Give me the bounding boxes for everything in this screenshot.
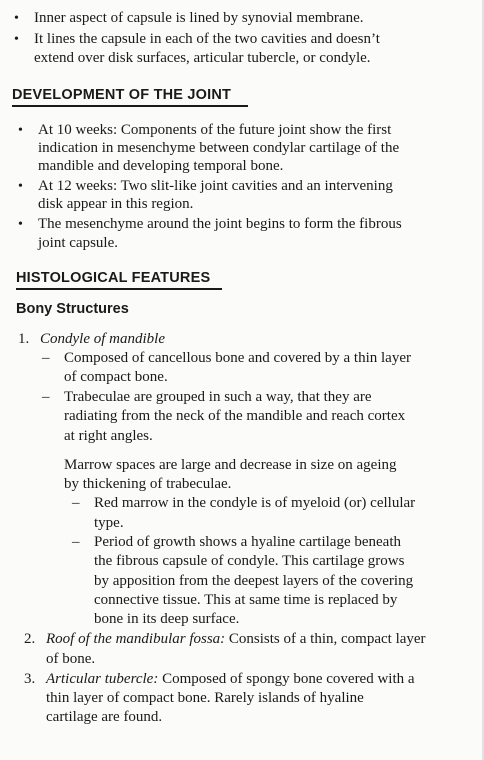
text-line: by apposition from the deepest layers of the covering xyxy=(94,573,414,589)
text-line: Trabeculae are grouped in such a way, that they are xyxy=(64,389,372,405)
dash-marker: – xyxy=(42,389,50,405)
text-line: extend over disk surfaces, articular tubercle, or condyle. xyxy=(34,50,371,66)
text-line: At 10 weeks: Components of the future joint show the first xyxy=(38,122,392,138)
text-line: thin layer of compact bone. Rarely islands of hyaline xyxy=(46,690,364,706)
dash-marker: – xyxy=(42,350,50,366)
text-line: of bone. xyxy=(46,651,96,667)
text-line: cartilage are found. xyxy=(46,709,163,725)
text-line: Marrow spaces are large and decrease in size on ageing xyxy=(64,457,397,473)
text-fragment: Composed of spongy bone covered with a xyxy=(158,671,415,687)
dash-marker: – xyxy=(72,534,80,550)
bullet-marker: • xyxy=(14,11,19,26)
text-line xyxy=(46,670,415,689)
bullet-marker: • xyxy=(18,123,23,138)
text-line: the fibrous capsule of condyle. This cartilage grows xyxy=(94,553,405,569)
section-heading-histological: HISTOLOGICAL FEATURES xyxy=(16,270,211,286)
bullet-marker: • xyxy=(14,32,19,47)
text-line: connective tissue. This at same time is replaced by xyxy=(94,592,398,608)
text-line: type. xyxy=(94,515,124,531)
subheading-bony-structures: Bony Structures xyxy=(16,301,129,317)
text-line: of compact bone. xyxy=(64,369,168,385)
text-line: Period of growth shows a hyaline cartilage beneath xyxy=(94,534,401,550)
heading-underline xyxy=(12,105,248,107)
list-item-title: Articular tubercle: xyxy=(46,671,159,687)
text-line: Red marrow in the condyle is of myeloid (or) cellular xyxy=(94,495,416,511)
list-item-title: Condyle of mandible xyxy=(40,331,165,347)
text-line: at right angles. xyxy=(64,428,153,444)
heading-underline xyxy=(16,288,222,290)
text-line xyxy=(46,630,426,649)
text-line: The mesenchyme around the joint begins to form the fibrous xyxy=(38,216,402,232)
dash-marker: – xyxy=(72,495,80,511)
text-line: Inner aspect of capsule is lined by synovial membrane. xyxy=(34,10,364,26)
section-heading-development: DEVELOPMENT OF THE JOINT xyxy=(12,87,232,103)
text-line: indication in mesenchyme between condylar cartilage of the xyxy=(38,140,400,156)
list-number: 1. xyxy=(18,331,30,347)
bullet-marker: • xyxy=(18,217,23,232)
text-line: mandible and developing temporal bone. xyxy=(38,158,284,174)
list-number: 3. xyxy=(24,671,36,687)
text-line: It lines the capsule in each of the two cavities and doesn’t xyxy=(34,31,380,47)
list-item-title: Roof of the mandibular fossa: xyxy=(46,631,226,647)
text-line: At 12 weeks: Two slit-like joint cavities and an intervening xyxy=(38,178,393,194)
text-fragment: Consists of a thin, compact layer xyxy=(225,631,426,647)
text-line: joint capsule. xyxy=(38,235,118,251)
text-line: disk appear in this region. xyxy=(38,196,194,212)
text-line: bone in its deep surface. xyxy=(94,611,240,627)
bullet-marker: • xyxy=(18,179,23,194)
list-number: 2. xyxy=(24,631,36,647)
text-line: by thickening of trabeculae. xyxy=(64,476,232,492)
text-line: radiating from the neck of the mandible and reach cortex xyxy=(64,408,406,424)
text-line: Composed of cancellous bone and covered by a thin layer xyxy=(64,350,411,366)
